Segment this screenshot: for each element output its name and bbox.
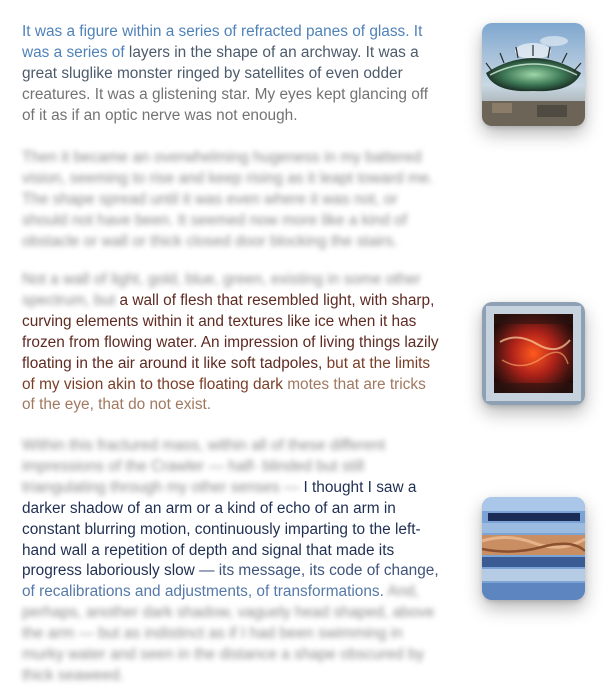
blue-shadow-arm-thumbnail[interactable]	[482, 497, 585, 600]
paragraph-4-clear-2: — its message, its code of change,	[199, 562, 439, 580]
paragraph-4-blurred-lead: Within this fractured mass, within all of these different impressions of the Crawler — half- blinded but still triangulating through my other senses —	[22, 437, 386, 496]
red-flesh-wall-image	[482, 302, 585, 405]
arch-creature-image	[482, 23, 585, 126]
paragraph-1-segment-2: layers in the shape of an archway. It was a great sluglike monster ringed by satellites of even odder	[22, 43, 419, 82]
blue-shadow-arm-image	[482, 497, 585, 600]
paragraph-3	[22, 270, 442, 416]
paragraph-1-segment-3: creatures. It was a glistening star. My eyes kept glancing off of it as if an optic nerve was not enough.	[22, 85, 429, 124]
paragraph-4-clear-1: I thought I saw a darker shadow of an arm or a kind of echo of an arm in constant blurring motion, continuously imparting to the left-hand wall a repetition of depth and signal that made its progress laboriously slow	[22, 478, 421, 580]
paragraph-2-blurred	[22, 148, 442, 253]
paragraph-4	[22, 436, 442, 687]
paragraph-3-clear-3: motes that are tricks of the eye, that do not exist.	[22, 375, 426, 414]
paragraph-1-segment-1: It was a figure within a series of refracted panes of glass. It was a series of	[22, 23, 423, 61]
red-flesh-wall-thumbnail[interactable]	[482, 302, 585, 405]
arch-creature-thumbnail[interactable]	[482, 23, 585, 126]
paragraph-2-text: Then it became an overwhelming hugeness in my battered vision, seeming to rise and keep rising as it leapt toward me. The shape spread until it was even where it was not, or should not have been. It seemed now more like a kind of obstacle or wall or thick closed door blocking the stairs.	[22, 149, 434, 250]
paragraph-3-clear-2: but at the limits of my vision akin to those floating dark	[22, 354, 431, 393]
paragraph-3-blurred-lead: Not a wall of light, gold, blue, green, existing in some other spectrum, but	[22, 271, 421, 309]
paragraph-1	[22, 22, 442, 127]
paragraph-3-clear-1: a wall of flesh that resembled light, with sharp, curving elements within it and textures like ice when it has frozen from flowing water. An impression of living things lazily floating in the air around it like soft tadpoles,	[22, 291, 439, 372]
paragraph-4-blurred-tail: And, perhaps, another dark shadow, vaguely head shaped, above the arm — but as indistinct as if I had been swimming in murky water and seen in the distance a shape obscured by thick seaweed.	[22, 583, 435, 684]
paragraph-4-clear-3: of recalibrations and adjustments, of transformations.	[22, 583, 384, 601]
